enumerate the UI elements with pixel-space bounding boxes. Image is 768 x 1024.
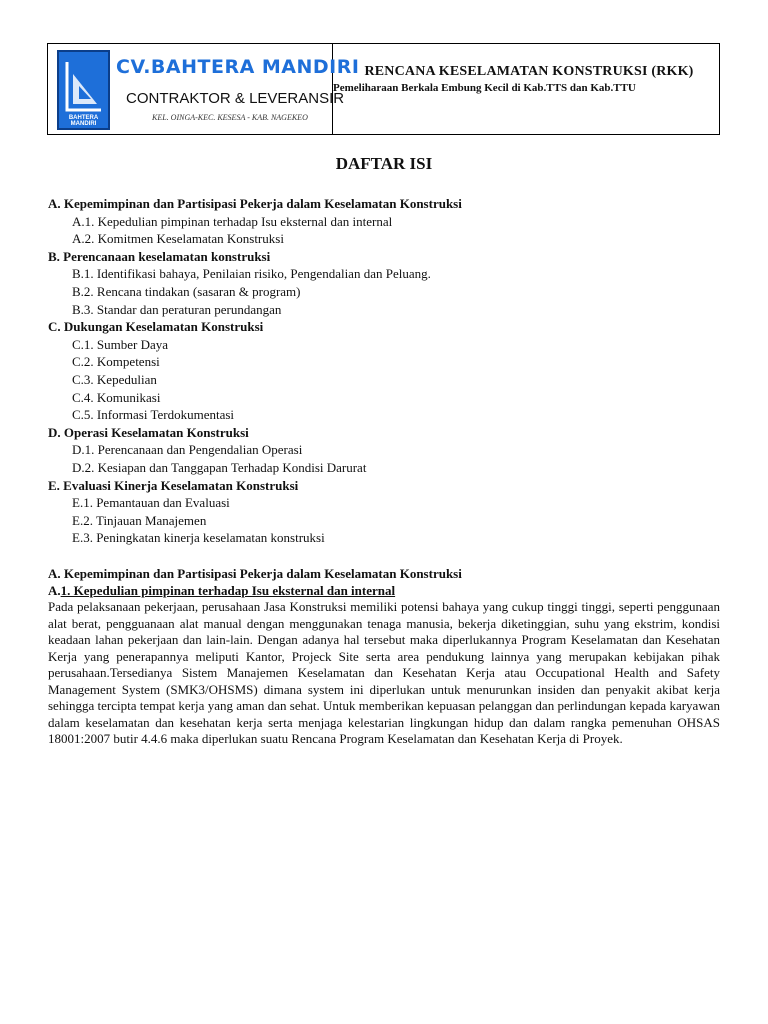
toc-subitem: E.1. Pemantauan dan Evaluasi <box>72 495 230 511</box>
body-paragraph: Pada pelaksanaan pekerjaan, perusahaan Jasa Konstruksi memiliki potensi bahaya yang cukup tinggi tinggi, seperti penggunaan alat berat, pengguanaan alat manual dengan menggunakan tenaga manusia, bekerja diketinggian, suhu yang ekstrim, kondisi keadaan lahan pekerjaan dan lain-lain. Dengan adanya hal tersebut maka diperlukannya Program Keselamatan dan Kesehatan Kerja yang penerapannya meliputi Kantor, Projeck Site serta area pendukung lainnya yang merupakan kebijakan pihak perusahaan.Tersedianya Sistem Manajemen Keselamatan dan Kesehatan Kerja atau Occupational Health and Safety Management System (SMK3/OHSMS) dimana system ini diperlukan untuk menurunkan insiden dan penyakit akibat kerja sehingga tercipta tempat kerja yang aman dan sehat. Untuk memberikan kepuasan pelanggan dan perlindungan kepada karyawan dalam keselamatan dan kesehatan kerja serta menjaga kelestarian lingkungan hidup dan dalam rangka pemenuhan OHSAS 18001:2007 butir 4.4.6 maka diperlukan suatu Rencana Program Keselamatan dan Kesehatan Kerja di Proyek. <box>48 599 720 746</box>
toc-subitem: E.2. Tinjauan Manajemen <box>72 512 207 528</box>
toc-section-item: C. Dukungan Keselamatan Konstruksi <box>48 319 264 335</box>
toc-subitem: B.1. Identifikasi bahaya, Penilaian risiko, Pengendalian dan Peluang. <box>72 266 431 282</box>
document-subtitle: Pemeliharaan Berkala Embung Kecil di Kab.TTS dan Kab.TTU <box>333 82 636 94</box>
toc-subitem: C.2. Kompetensi <box>72 354 160 370</box>
company-name: CV.BAHTERA MANDIRI <box>116 56 360 78</box>
toc-subitem: A.2. Komitmen Keselamatan Konstruksi <box>72 231 284 247</box>
section-heading: A. Kepemimpinan dan Partisipasi Pekerja dalam Keselamatan Konstruksi <box>48 566 462 581</box>
toc-section-item: A. Kepemimpinan dan Partisipasi Pekerja dalam Keselamatan Konstruksi <box>48 196 462 211</box>
subsection-title: 1. Kepedulian pimpinan terhadap Isu eksternal dan internal <box>60 583 396 598</box>
document-title-block <box>333 44 719 134</box>
toc-subitem: D.1. Perencanaan dan Pengendalian Operasi <box>72 442 303 458</box>
toc-subitem: C.1. Sumber Daya <box>72 336 169 352</box>
toc-subitem: C.4. Komunikasi <box>72 389 161 405</box>
toc-section-item: D. Operasi Keselamatan Konstruksi <box>48 424 249 440</box>
subsection-prefix: A. <box>48 583 61 598</box>
company-address: KEL. OINGA-KEC. KESESA - KAB. NAGEKEO <box>152 113 308 122</box>
toc-subitem: C.3. Kepedulian <box>72 371 157 387</box>
body-section <box>48 565 720 748</box>
logo-badge-text: BAHTERA MANDIRI <box>68 115 99 127</box>
toc-subitem: B.3. Standar dan peraturan perundangan <box>72 301 282 317</box>
toc-subitem: B.2. Rencana tindakan (sasaran & program) <box>72 283 301 299</box>
subsection-heading <box>48 582 720 599</box>
document-header <box>47 43 720 135</box>
toc-subitem: C.5. Informasi Terdokumentasi <box>72 407 235 423</box>
document-title: RENCANA KESELAMATAN KONSTRUKSI (RKK) <box>364 64 694 79</box>
toc-heading: DAFTAR ISI <box>335 154 433 173</box>
toc-section-item: B. Perencanaan keselamatan konstruksi <box>48 248 271 264</box>
toc-subitem: A.1. Kepedulian pimpinan terhadap Isu eksternal dan internal <box>72 213 393 229</box>
toc-subitem: D.2. Kesiapan dan Tanggapan Terhadap Kondisi Darurat <box>72 459 367 475</box>
toc-section-item: E. Evaluasi Kinerja Keselamatan Konstruksi <box>48 477 299 493</box>
table-of-contents <box>48 195 728 547</box>
company-logo-block <box>48 44 360 134</box>
company-subtitle: CONTRAKTOR & LEVERANSIR <box>126 90 345 107</box>
company-logo-icon <box>57 50 110 130</box>
toc-subitem: E.3. Peningkatan kinerja keselamatan konstruksi <box>72 530 325 546</box>
